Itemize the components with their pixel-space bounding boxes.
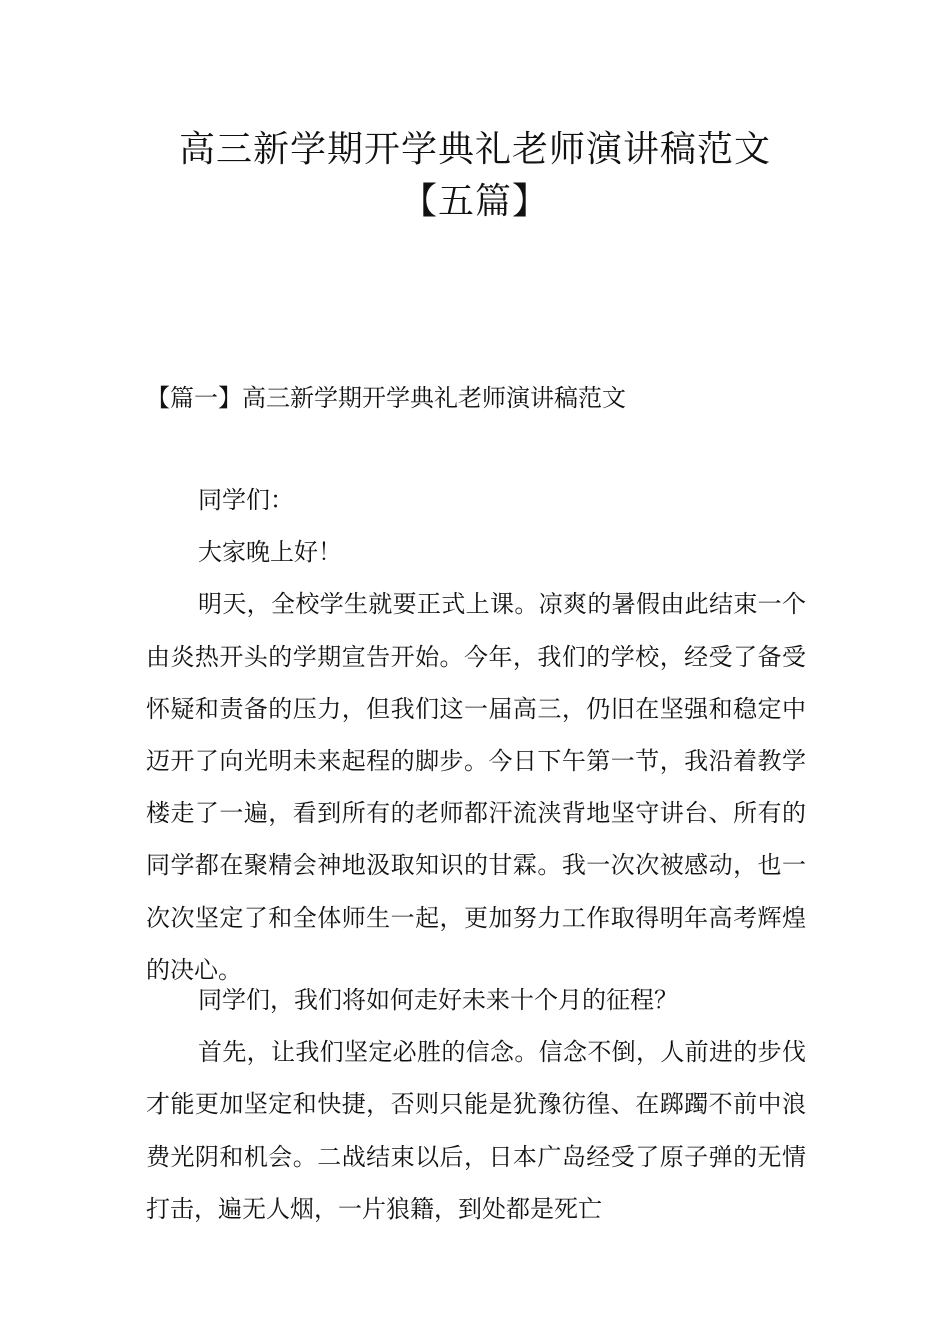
document-title: 高三新学期开学典礼老师演讲稿范文【五篇】 [178,129,771,222]
body-text [146,474,806,996]
section-heading: 【篇一】高三新学期开学典礼老师演讲稿范文 [146,384,626,412]
paragraph-body: 首先，让我们坚定必胜的信念。信念不倒，人前进的步伐才能更加坚定和快捷，否则只能是犹豫彷徨、在踯躅不前中浪费光阴和机会。二战结束以后，日本广岛经受了原子弹的无情打击，遍无人烟，一片狼籍，到处都是死亡 [146,1038,806,1223]
paragraph-salutation: 大家晚上好！ [198,538,342,567]
body-text-continued [146,974,806,1235]
paragraph-greeting: 同学们： [198,486,294,514]
paragraph-body: 明天，全校学生就要正式上课。凉爽的暑假由此结束一个由炎热开头的学期宣告开始。今年，我们的学校，经受了备受怀疑和责备的压力，但我们这一届高三，仍旧在坚强和稳定中迈开了向光明未来起程的脚步。今日下午第一节，我沿着教学楼走了一遍，看到所有的老师都汗流浃背地坚守讲台、所有的同学都在聚精会神地汲取知识的甘霖。我一次次被感动，也一次次坚定了和全体师生一起，更加努力工作取得明年高考辉煌的决心。 [146,590,806,984]
paragraph-question: 同学们，我们将如何走好未来十个月的征程？ [198,986,678,1014]
